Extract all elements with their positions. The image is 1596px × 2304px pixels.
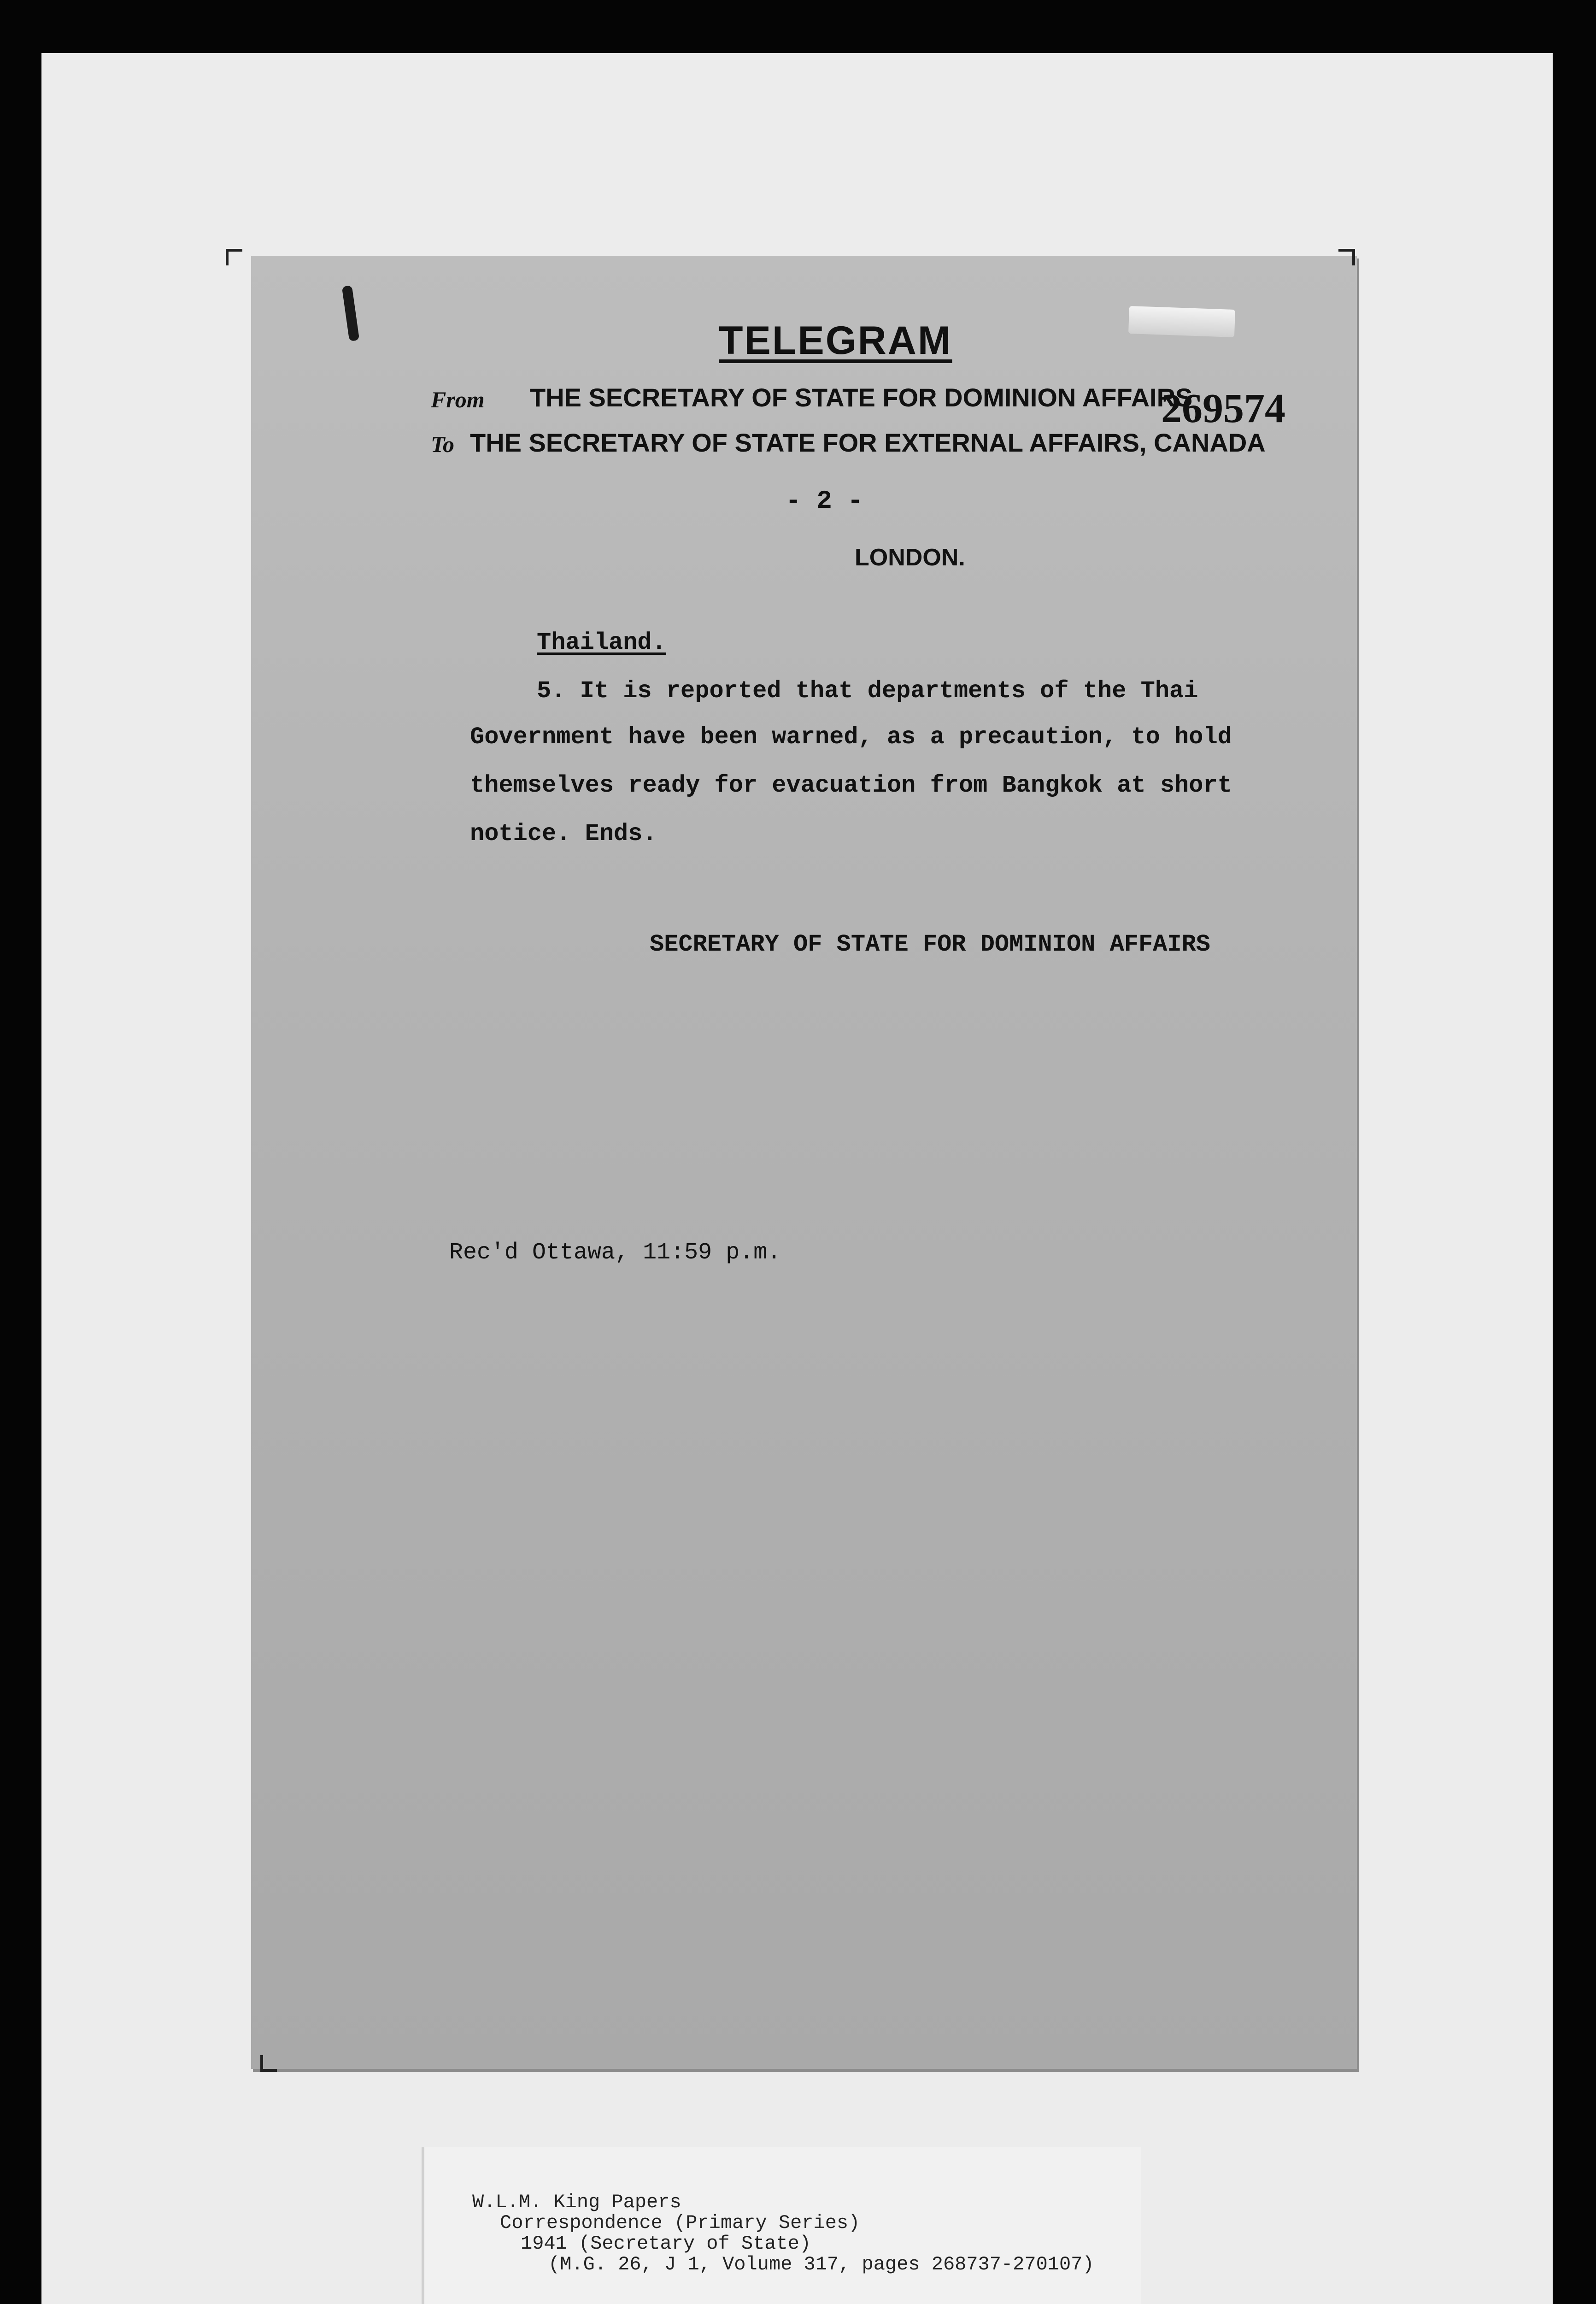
body-line: Government have been warned, as a precaution, to hold	[470, 723, 1232, 751]
sender-line: THE SECRETARY OF STATE FOR DOMINION AFFAIRS	[530, 383, 1193, 412]
telegram-title: TELEGRAM	[719, 318, 952, 363]
document-number: 269574	[1161, 386, 1285, 431]
corner-mark-top-right	[1338, 249, 1355, 265]
slip-line: (M.G. 26, J 1, Volume 317, pages 268737-270107)	[548, 2253, 1094, 2275]
body-line: 5. It is reported that departments of the Thai	[537, 677, 1198, 705]
to-label: To	[431, 431, 454, 457]
slip-line: 1941 (Secretary of State)	[521, 2233, 811, 2255]
page-marker: - 2 -	[786, 486, 863, 516]
body-line: notice. Ends.	[470, 820, 657, 847]
slip-line: Correspondence (Primary Series)	[500, 2212, 860, 2234]
recipient-line: THE SECRETARY OF STATE FOR EXTERNAL AFFAIRS, CANADA	[470, 428, 1266, 457]
origin-city: LONDON.	[855, 544, 965, 571]
telegram-sheet	[251, 256, 1357, 2069]
received-note: Rec'd Ottawa, 11:59 p.m.	[449, 1240, 781, 1266]
tape-mark	[1128, 306, 1235, 337]
from-label: From	[431, 387, 485, 412]
slip-line: W.L.M. King Papers	[472, 2191, 681, 2213]
body-line: themselves ready for evacuation from Bangkok at short	[470, 772, 1232, 799]
corner-mark-bottom-left	[260, 2055, 277, 2072]
corner-mark-top-left	[226, 249, 242, 265]
subject-heading: Thailand.	[537, 629, 666, 656]
signature-line: SECRETARY OF STATE FOR DOMINION AFFAIRS	[650, 931, 1210, 958]
